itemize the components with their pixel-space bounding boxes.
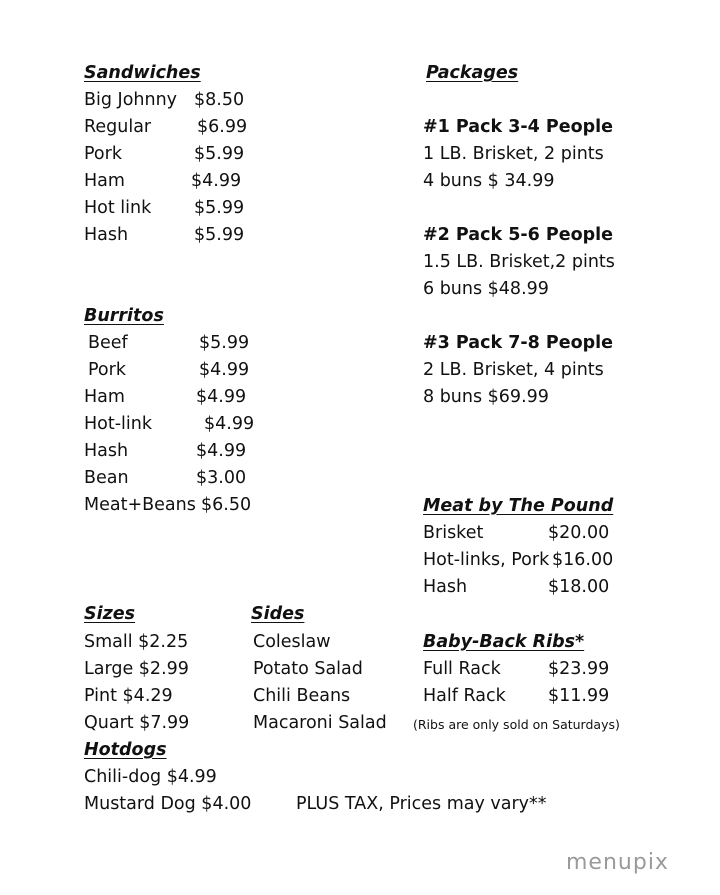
burritos-heading: Burritos <box>84 306 164 326</box>
burrito-name: Hash <box>84 441 129 461</box>
size-item: Large $2.99 <box>84 659 189 679</box>
size-item: Pint $4.29 <box>84 686 173 706</box>
sizes-heading: Sizes <box>84 604 136 624</box>
meat-price: $20.00 <box>548 523 610 543</box>
sides-heading: Sides <box>251 604 305 624</box>
package-title: #3 Pack 7-8 People <box>423 333 614 353</box>
burrito-price: $4.99 <box>196 387 247 407</box>
meat-by-pound-heading: Meat by The Pound <box>423 496 614 516</box>
burrito-name: Beef <box>88 333 128 353</box>
package-line: 6 buns $48.99 <box>423 279 549 299</box>
burrito-price: $3.00 <box>196 468 247 488</box>
burrito-name: Pork <box>88 360 126 380</box>
burrito-price: $4.99 <box>196 441 247 461</box>
burrito-price: $5.99 <box>199 333 250 353</box>
side-item: Potato Salad <box>253 659 363 679</box>
package-line: 4 buns $ 34.99 <box>423 171 555 191</box>
meat-name: Brisket <box>423 523 484 543</box>
package-title: #1 Pack 3-4 People <box>423 117 614 137</box>
tax-note: PLUS TAX, Prices may vary** <box>296 794 547 814</box>
hotdog-item: Chili-dog $4.99 <box>84 767 217 787</box>
ribs-name: Half Rack <box>423 686 506 706</box>
sandwich-price: $8.50 <box>194 90 245 110</box>
sandwich-name: Hash <box>84 225 129 245</box>
sandwich-name: Regular <box>84 117 152 137</box>
packages-heading: Packages <box>426 63 519 83</box>
side-item: Coleslaw <box>253 632 331 652</box>
sandwich-name: Ham <box>84 171 125 191</box>
sandwich-price: $5.99 <box>194 144 245 164</box>
sandwich-price: $5.99 <box>194 198 245 218</box>
burrito-name: Meat+Beans <box>84 495 196 515</box>
sandwich-price: $4.99 <box>191 171 242 191</box>
hotdog-item: Mustard Dog $4.00 <box>84 794 252 814</box>
meat-price: $16.00 <box>552 550 614 570</box>
package-line: 1.5 LB. Brisket,2 pints <box>423 252 615 272</box>
side-item: Macaroni Salad <box>253 713 387 733</box>
burrito-price: $4.99 <box>199 360 250 380</box>
burrito-price: $4.99 <box>204 414 255 434</box>
watermark-logo: menupix <box>566 850 669 875</box>
side-item: Chili Beans <box>253 686 351 706</box>
ribs-name: Full Rack <box>423 659 501 679</box>
package-line: 8 buns $69.99 <box>423 387 549 407</box>
sandwich-name: Pork <box>84 144 122 164</box>
burrito-price: $6.50 <box>201 495 252 515</box>
ribs-note: (Ribs are only sold on Saturdays) <box>413 717 620 732</box>
ribs-price: $23.99 <box>548 659 610 679</box>
meat-name: Hot-links, Pork <box>423 550 550 570</box>
package-line: 2 LB. Brisket, 4 pints <box>423 360 604 380</box>
burrito-name: Ham <box>84 387 125 407</box>
meat-price: $18.00 <box>548 577 610 597</box>
sandwich-price: $5.99 <box>194 225 245 245</box>
sandwich-price: $6.99 <box>197 117 248 137</box>
sandwiches-heading: Sandwiches <box>84 63 201 83</box>
hotdogs-heading: Hotdogs <box>84 740 167 760</box>
burrito-name: Bean <box>84 468 129 488</box>
size-item: Quart $7.99 <box>84 713 190 733</box>
size-item: Small $2.25 <box>84 632 189 652</box>
sandwich-name: Hot link <box>84 198 152 218</box>
burrito-name: Hot-link <box>84 414 152 434</box>
package-line: 1 LB. Brisket, 2 pints <box>423 144 604 164</box>
meat-name: Hash <box>423 577 468 597</box>
sandwich-name: Big Johnny <box>84 90 178 110</box>
package-title: #2 Pack 5-6 People <box>423 225 614 245</box>
ribs-price: $11.99 <box>548 686 610 706</box>
ribs-heading: Baby-Back Ribs* <box>423 632 585 652</box>
